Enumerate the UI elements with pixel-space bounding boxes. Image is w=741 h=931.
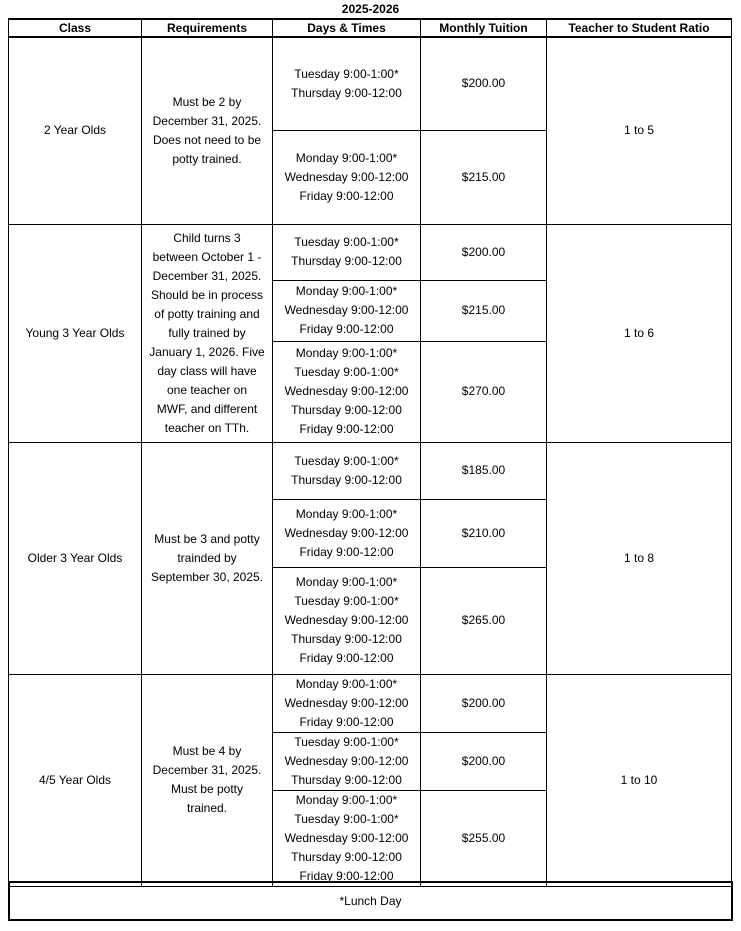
tuition-cell: $210.00 xyxy=(421,499,547,567)
class-name-cell: 2 Year Olds xyxy=(9,37,142,224)
table-row xyxy=(9,442,732,499)
requirement-line: December 31, 2025. xyxy=(152,763,262,777)
tuition-cell: $200.00 xyxy=(421,224,547,280)
header-class: Class xyxy=(9,19,142,37)
schedule-cell xyxy=(273,499,421,567)
schedule-line: Tuesday 9:00-1:00* xyxy=(294,453,399,468)
requirement-line: of potty training and xyxy=(154,306,260,321)
schedule-line: Tuesday 9:00-1:00* xyxy=(294,66,399,81)
tuition-cell: $255.00 xyxy=(421,790,547,886)
schedule-cell xyxy=(273,732,421,790)
schedule-line: Tuesday 9:00-1:00* xyxy=(294,235,399,249)
schedule-line: Tuesday 9:00-1:00* xyxy=(294,734,399,749)
requirement-line: potty trained. xyxy=(172,151,242,166)
requirement-line: Must be 4 by xyxy=(172,744,242,758)
schedule-line: Monday 9:00-1:00* xyxy=(295,575,398,589)
schedule-line: Monday 9:00-1:00* xyxy=(295,150,398,165)
schedule-line: Friday 9:00-12:00 xyxy=(299,714,394,729)
class-name-cell: Older 3 Year Olds xyxy=(9,442,142,674)
requirement-line: September 30, 2025. xyxy=(150,569,264,584)
header-requirements: Requirements xyxy=(142,19,273,37)
requirements-cell xyxy=(142,674,273,886)
requirement-line: December 31, 2025. xyxy=(152,268,262,283)
schedule-line: Wednesday 9:00-12:00 xyxy=(284,830,409,845)
schedule-line: Wednesday 9:00-12:00 xyxy=(284,169,409,184)
schedule-line: Monday 9:00-1:00* xyxy=(295,676,398,691)
tuition-cell: $215.00 xyxy=(421,280,547,341)
schedule-cell xyxy=(273,442,421,499)
ratio-cell: 1 to 8 xyxy=(547,442,732,674)
class-name-cell: Young 3 Year Olds xyxy=(9,224,142,442)
requirement-line: MWF, and different xyxy=(156,401,258,416)
ratio-cell: 1 to 6 xyxy=(547,224,732,442)
schedule-line: Wednesday 9:00-12:00 xyxy=(284,753,409,768)
requirements-cell xyxy=(142,224,273,442)
schedule-line: Monday 9:00-1:00* xyxy=(295,346,398,360)
schedule-line: Thursday 9:00-12:00 xyxy=(291,403,402,417)
requirement-line: Does not need to be xyxy=(152,132,262,147)
schedule-line: Thursday 9:00-12:00 xyxy=(291,772,402,787)
requirement-line: Should be in process xyxy=(150,287,264,302)
schedule-line: Wednesday 9:00-12:00 xyxy=(284,384,409,398)
schedule-line: Monday 9:00-1:00* xyxy=(295,792,398,807)
lunch-day-footnote: *Lunch Day xyxy=(8,881,733,921)
schedule-line: Thursday 9:00-12:00 xyxy=(291,472,402,487)
requirement-line: trained. xyxy=(186,801,228,815)
table-row xyxy=(9,224,732,280)
requirements-cell xyxy=(142,37,273,224)
requirement-line: day class will have xyxy=(157,363,257,378)
schedule-line: Wednesday 9:00-12:00 xyxy=(284,613,409,627)
requirement-line: Must be potty xyxy=(170,782,244,796)
schedule-line: Friday 9:00-12:00 xyxy=(299,422,394,436)
requirement-line: Child turns 3 xyxy=(173,230,241,245)
page-title: 2025-2026 xyxy=(341,2,400,16)
schedule-line: Wednesday 9:00-12:00 xyxy=(284,303,409,317)
tuition-cell: $270.00 xyxy=(421,341,547,442)
table-row xyxy=(9,37,732,130)
requirement-line: December 31, 2025. xyxy=(152,113,262,128)
schedule-line: Friday 9:00-12:00 xyxy=(299,188,394,203)
header-row xyxy=(9,19,732,37)
schedule-line: Friday 9:00-12:00 xyxy=(299,651,394,665)
schedule-line: Thursday 9:00-12:00 xyxy=(291,85,402,100)
schedule-line: Thursday 9:00-12:00 xyxy=(291,849,402,864)
schedule-cell xyxy=(273,130,421,224)
table-row xyxy=(9,674,732,732)
schedule-line: Tuesday 9:00-1:00* xyxy=(294,811,399,826)
schedule-cell xyxy=(273,224,421,280)
schedule-line: Tuesday 9:00-1:00* xyxy=(294,594,399,608)
tuition-cell: $200.00 xyxy=(421,674,547,732)
schedule-cell xyxy=(273,567,421,674)
requirement-line: teacher on TTh. xyxy=(164,420,250,435)
schedule-cell xyxy=(273,790,421,886)
schedule-line: Wednesday 9:00-12:00 xyxy=(284,695,409,710)
tuition-cell: $265.00 xyxy=(421,567,547,674)
requirement-line: trainded by xyxy=(177,550,237,565)
header-days-times: Days & Times xyxy=(273,19,421,37)
tuition-cell: $200.00 xyxy=(421,732,547,790)
schedule-line: Friday 9:00-12:00 xyxy=(299,868,394,883)
schedule-line: Tuesday 9:00-1:00* xyxy=(294,365,399,379)
header-monthly-tuition: Monthly Tuition xyxy=(421,19,547,37)
schedule-line: Monday 9:00-1:00* xyxy=(295,284,398,298)
requirement-line: Must be 3 and potty xyxy=(154,531,260,546)
schedule-line: Friday 9:00-12:00 xyxy=(299,322,394,336)
schedule-cell xyxy=(273,341,421,442)
requirement-line: January 1, 2026. Five xyxy=(149,344,265,359)
requirement-line: fully trained by xyxy=(168,325,246,340)
requirements-cell xyxy=(142,442,273,674)
ratio-cell: 1 to 10 xyxy=(547,674,732,886)
schedule-cell xyxy=(273,280,421,341)
schedule-line: Wednesday 9:00-12:00 xyxy=(284,525,409,540)
requirement-line: between October 1 - xyxy=(152,249,262,264)
schedule-line: Thursday 9:00-12:00 xyxy=(291,632,402,646)
schedule-line: Thursday 9:00-12:00 xyxy=(291,254,402,268)
tuition-cell: $215.00 xyxy=(421,130,547,224)
schedule-line: Friday 9:00-12:00 xyxy=(299,544,394,559)
tuition-cell: $185.00 xyxy=(421,442,547,499)
schedule-cell xyxy=(273,674,421,732)
requirement-line: one teacher on xyxy=(166,382,248,397)
requirement-line: Must be 2 by xyxy=(172,94,242,109)
schedule-cell xyxy=(273,37,421,130)
schedule-line: Monday 9:00-1:00* xyxy=(295,506,398,521)
tuition-table xyxy=(8,18,732,887)
header-ratio: Teacher to Student Ratio xyxy=(547,19,732,37)
tuition-cell: $200.00 xyxy=(421,37,547,130)
class-name-cell: 4/5 Year Olds xyxy=(9,674,142,886)
ratio-cell: 1 to 5 xyxy=(547,37,732,224)
